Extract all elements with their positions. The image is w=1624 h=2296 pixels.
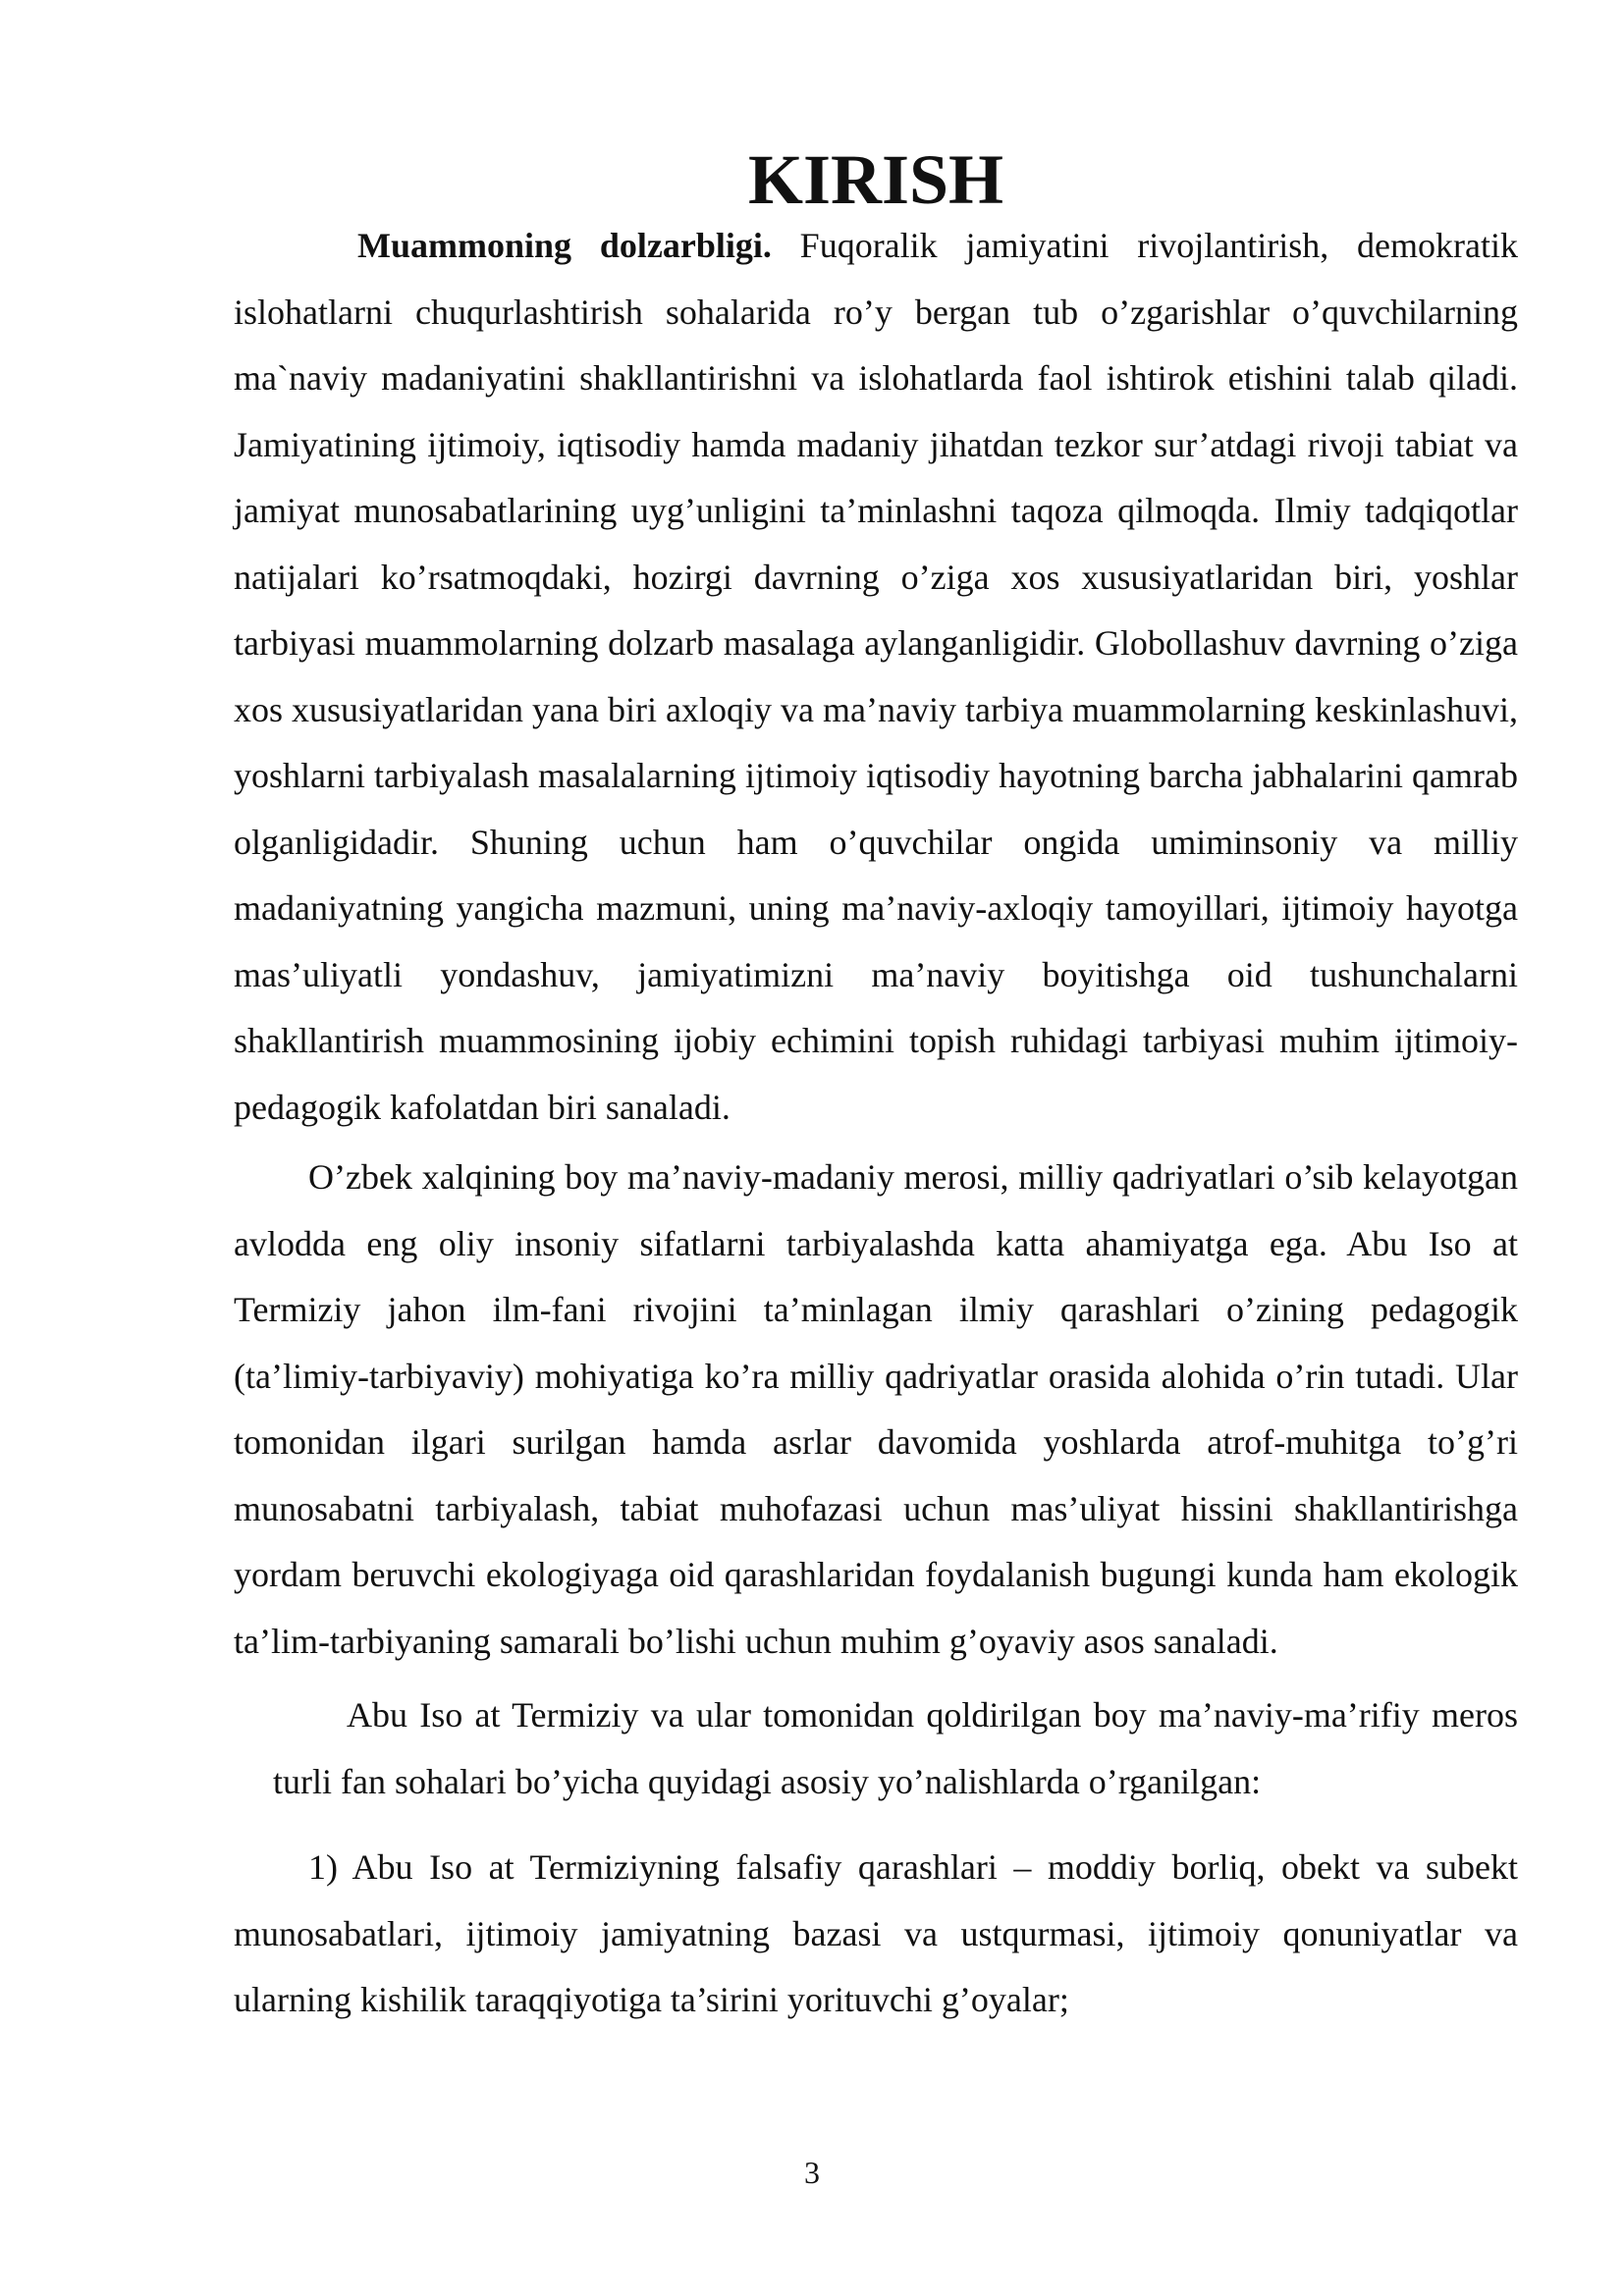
page-number: 3 — [804, 2155, 820, 2190]
document-page — [234, 140, 1519, 2034]
paragraph-text: Fuqoralik jamiyatini rivojlantirish, demokratik islohatlarni chuqurlashtirish sohalarida ro’y bergan tub o’zgarishlar o’quvchilarning ma`naviy madaniyatini shakllantirishni va islohatlarda faol ishtirok etishini talab qiladi. Jamiyatining ijtimoiy, iqtisodiy hamda madaniy jihatdan tezkor sur’atdagi rivoji tabiat va jamiyat munosabatlarining uyg’unligini ta’minlashni taqoza qilmoqda. Ilmiy tadqiqotlar natijalari ko’rsatmoqdaki, hozirgi davrning o’ziga xos xususiyatlaridan biri, yoshlar tarbiyasi muammolarning dolzarb masalaga aylanganligidir. Globollashuv davrning o’ziga xos xususiyatlaridan yana biri axloqiy va ma’naviy tarbiya muammolarning keskinlashuvi, yoshlarni tarbiyalash masalalarning ijtimoiy iqtisodiy hayotning barcha jabhalarini qamrab olganligidadir. Shuning uchun ham o’quvchilar ongida umiminsoniy va milliy madaniyatning yangicha mazmuni, uning ma’naviy-axloqiy tamoyillari, ijtimoiy hayotga mas’uliyatli yondashuv, jamiyatimizni ma’naviy boyitishga oid tushunchalarni shakllantirish muammosining ijobiy echimini topish ruhidagi tarbiyasi muhim ijtimoiy-pedagogik kafolatdan biri sanaladi. — [234, 226, 1519, 1127]
paragraph-lead: Muammoning dolzarbligi. — [357, 226, 772, 265]
paragraph-heritage: O’zbek xalqining boy ma’naviy-madaniy merosi, milliy qadriyatlari o’sib kelayotgan avlodda eng oliy insoniy sifatlarni tarbiyalashda katta ahamiyatga ega. Abu Iso at Termiziy jahon ilm-fani rivojini ta’minlagan ilmiy qarashlari o’zining pedagogik (ta’limiy-tarbiyaviy) mohiyatiga ko’ra milliy qadriyatlar orasida alohida o’rin tutadi. Ular tomonidan ilgari surilgan hamda asrlar davomida yoshlarda atrof-muhitga to’g’ri munosabatni tarbiyalash, tabiat muhofazasi uchun mas’uliyat hissini shakllantirishga yordam beruvchi ekologiyaga oid qarashlaridan foydalanish bugungi kunda ham ekologik ta’lim-tarbiyaning samarali bo’lishi uchun muhim g’oyaviy asos sanaladi. — [234, 1157, 1518, 1661]
page-title: KIRISH — [747, 140, 1004, 219]
paragraph-relevance — [234, 213, 1518, 1141]
paragraph-study-directions: Abu Iso at Termiziy va ular tomonidan qoldirilgan boy ma’naviy-ma’rifiy meros turli fan sohalari bo’yicha quyidagi asosiy yo’nalishlarda o’rganilgan: — [273, 1695, 1518, 1801]
list-item-philosophy: 1) Abu Iso at Termiziyning falsafiy qarashlari – moddiy borliq, obekt va subekt munosabatlari, ijtimoiy jamiyatning bazasi va ustqurmasi, ijtimoiy qonuniyatlar va ularning kishilik taraqqiyotiga ta’sirini yorituvchi g’oyalar; — [234, 1847, 1518, 2019]
